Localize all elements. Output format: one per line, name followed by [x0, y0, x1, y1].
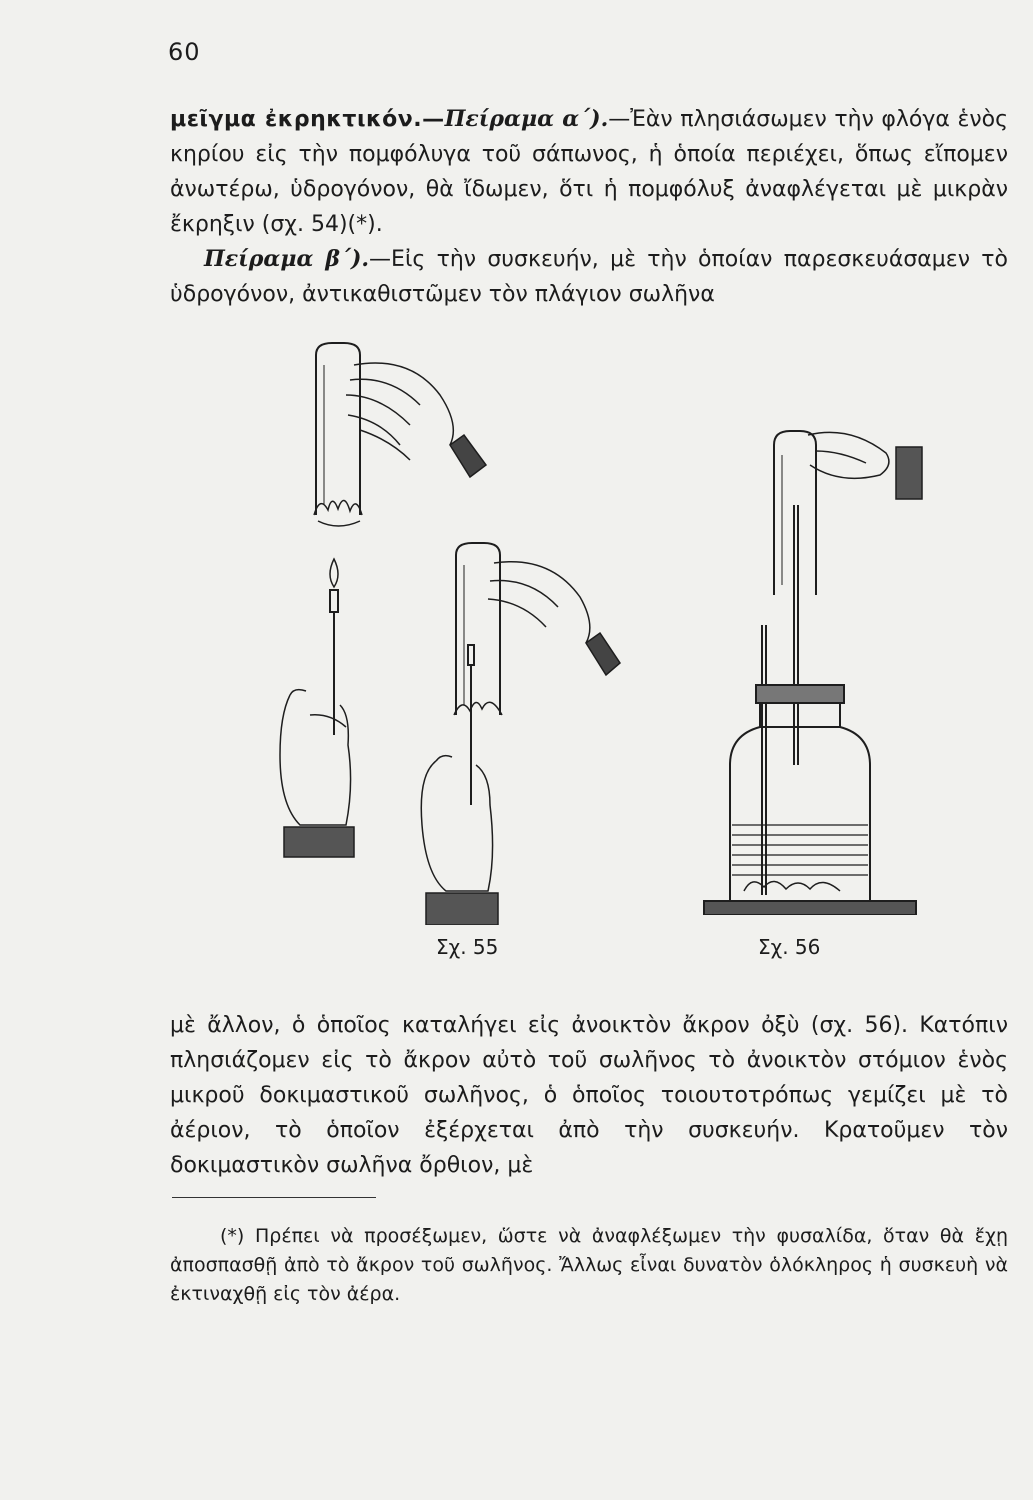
base-stand: [704, 901, 916, 915]
experiment-a-heading: Πείραμα α΄).: [444, 106, 609, 132]
candle-taper: [330, 559, 338, 735]
footnote-divider: [172, 1197, 376, 1198]
inverted-test-tube-upper: [316, 343, 360, 515]
footnote-marker: (*): [220, 1225, 245, 1247]
gas-bottle: [730, 685, 870, 901]
paragraph-continuation: μὲ ἄλλον, ὁ ὁποῖος καταλήγει εἰς ἀνοικτὸν ἄκρον ὀξὺ (σχ. 56). Κατόπιν πλησιάζομεν εἰς τὸ ἄκρον αὐτὸ τοῦ σωλῆνος τὸ ἀνοικτὸν στόμιον ἑνὸς μικροῦ δοκιμαστικοῦ σωλῆνος, ὁ ὁποῖος τοιουτοτρόπως γεμίζει μὲ τὸ ἀέριον, τὸ ὁποῖον ἐξέρχεται ἀπὸ τὴν συσκευήν. Κρατοῦμεν τὸν δοκιμαστικὸν σωλῆνα ὄρθιον, μὲ: [170, 1013, 1008, 1178]
hand-holding-tube-upper: [346, 363, 486, 477]
figure-area: [250, 335, 940, 959]
footnote-text: Πρέπει νὰ προσέξωμεν, ὥστε νὰ ἀναφλέξωμεν τὴν φυσαλίδα, ὅταν θὰ ἔχῃ ἀποσπασθῇ ἀπὸ τὸ ἄκρον τοῦ σωλῆνος. Ἄλλως εἶναι δυνατὸν ὁλόκληρος ἡ συσκευὴ νὰ ἐκτιναχθῇ εἰς τὸν ἀέρα.: [170, 1225, 1008, 1305]
page-number: 60: [168, 38, 201, 66]
figure-55-caption: Σχ. 55: [436, 935, 499, 959]
footnote: [170, 1222, 1008, 1309]
hand-holding-tube-middle: [488, 562, 620, 675]
paragraph-experiment-b: [170, 242, 1008, 312]
figure-56-illustration: [690, 335, 940, 915]
hand-right-lower: [421, 756, 498, 925]
paragraph-experiment-a: [170, 102, 1008, 242]
hand-holding-tube-56: [808, 432, 922, 499]
sentence-lead: μεῖγμα ἐκρηκτικόν.—: [170, 107, 445, 132]
flame-burst-upper: [314, 500, 362, 526]
experiment-b-text: —Εἰς τὴν συσκευήν, μὲ τὴν ὁποίαν παρεσκευάσαμεν τὸ ὑδρογόνον, ἀντικαθιστῶμεν τὸν πλάγιον σωλῆνα: [170, 247, 1008, 307]
hand-left-lower: [280, 690, 354, 857]
inverted-test-tube-middle: [454, 543, 502, 715]
figure-55-illustration: [250, 335, 670, 925]
experiment-b-heading: Πείραμα β΄).: [204, 246, 370, 272]
candle-taper-middle: [468, 645, 474, 805]
experiment-a-text: —Ἐὰν πλησιάσωμεν τὴν φλόγα ἑνὸς κηρίου εἰς τὴν πομφόλυγα τοῦ σάπωνος, ἡ ὁποία περιέχει, ὅπως εἴπομεν ἀνωτέρω, ὑδρογόνον, θὰ ἴδωμεν, ὅτι ἡ πομφόλυξ ἀναφλέγεται μὲ μικρὰν ἔκρηξιν (σχ. 54)(*).: [170, 107, 1009, 237]
figure-56-caption: Σχ. 56: [758, 935, 821, 959]
